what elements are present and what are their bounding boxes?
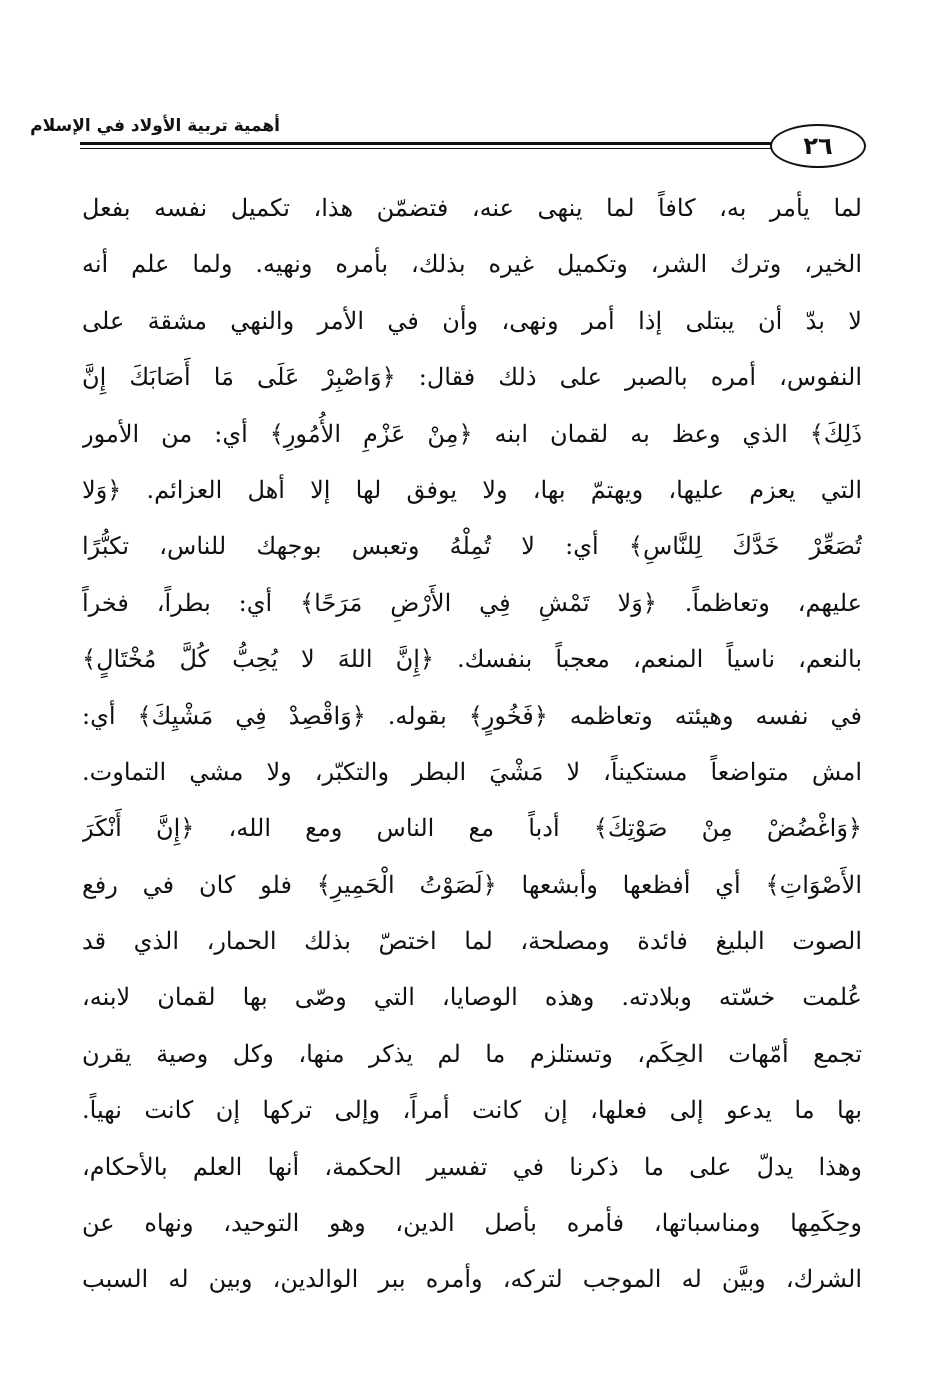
text-line: امش متواضعاً مستكيناً، لا مَشْيَ البطر والتكبّر، ولا مشي التماوت.	[82, 757, 862, 786]
page-number-oval	[770, 124, 866, 168]
text-line: وهذا يدلّ على ما ذكرنا في تفسير الحكمة، أنها العلم بالأحكام،	[82, 1152, 862, 1181]
text-line: ذَلِكَ﴾ الذي وعظ به لقمان ابنه ﴿مِنْ عَزْمِ الأُمُورِ﴾ أي: من الأمور	[82, 419, 862, 448]
page-header	[30, 108, 870, 178]
text-line: تجمع أمّهات الحِكَم، وتستلزم ما لم يذكر منها، وكل وصية يقرن	[82, 1039, 862, 1068]
header-rule-thick	[80, 142, 780, 145]
text-line: لما يأمر به، كافاً لما ينهى عنه، فتضمّن هذا، تكميل نفسه بفعل	[82, 194, 862, 222]
text-line: الصوت البليغ فائدة ومصلحة، لما اختصّ بذلك الحمار، الذي قد	[82, 927, 862, 956]
text-line: وحِكَمِها ومناسباتها، فأمره بأصل الدين، وهو التوحيد، ونهاه عن	[82, 1209, 862, 1238]
text-line: في نفسه وهيئته وتعاظمه ﴿فَخُورٍ﴾ بقوله. ﴿وَاقْصِدْ فِي مَشْيِكَ﴾ أي:	[82, 701, 862, 730]
header-rule-thin	[80, 148, 780, 149]
text-line: لا بدّ أن يبتلى إذا أمر ونهى، وأن في الأمر والنهي مشقة على	[82, 306, 862, 335]
text-line: ﴿وَاغْضُضْ مِنْ صَوْتِكَ﴾ أدباً مع الناس ومع الله، ﴿إِنَّ أَنْكَرَ	[82, 814, 862, 843]
body-text	[82, 180, 862, 1308]
text-line: الشرك، وبيَّن له الموجب لتركه، وأمره ببر الوالدين، وبين له السبب	[82, 1265, 862, 1294]
text-line: بالنعم، ناسياً المنعم، معجباً بنفسك. ﴿إِنَّ اللهَ لا يُحِبُّ كُلَّ مُخْتَالٍ﴾	[82, 645, 862, 674]
text-line: التي يعزم عليها، ويهتمّ بها، ولا يوفق لها إلا أهل العزائم. ﴿وَلا	[82, 475, 862, 504]
text-line: عليهم، وتعاظماً. ﴿وَلا تَمْشِ فِي الأَرْضِ مَرَحًا﴾ أي: بطراً، فخراً	[82, 588, 862, 617]
text-line: النفوس، أمره بالصبر على ذلك فقال: ﴿وَاصْبِرْ عَلَى مَا أَصَابَكَ إِنَّ	[82, 363, 862, 392]
text-line: عُلمت خسّته وبلادته. وهذه الوصايا، التي وصّى بها لقمان لابنه،	[82, 983, 862, 1012]
text-line: الأَصْوَاتِ﴾ أي أفظعها وأبشعها ﴿لَصَوْتُ الْحَمِيرِ﴾ فلو كان في رفع	[82, 870, 862, 899]
page-number: ٢٦	[803, 132, 833, 160]
running-title: أهمية تربية الأولاد في الإسلام	[30, 116, 280, 136]
text-line: بها ما يدعو إلى فعلها، إن كانت أمراً، وإلى تركها إن كانت نهياً.	[82, 1096, 862, 1125]
text-line: الخير، وترك الشر، وتكميل غيره بذلك، بأمره ونهيه. ولما علم أنه	[82, 250, 862, 279]
text-line: تُصَعِّرْ خَدَّكَ لِلنَّاسِ﴾ أي: لا تُمِلْهُ وتعبس بوجهك للناس، تكبُّرًا	[82, 532, 862, 561]
